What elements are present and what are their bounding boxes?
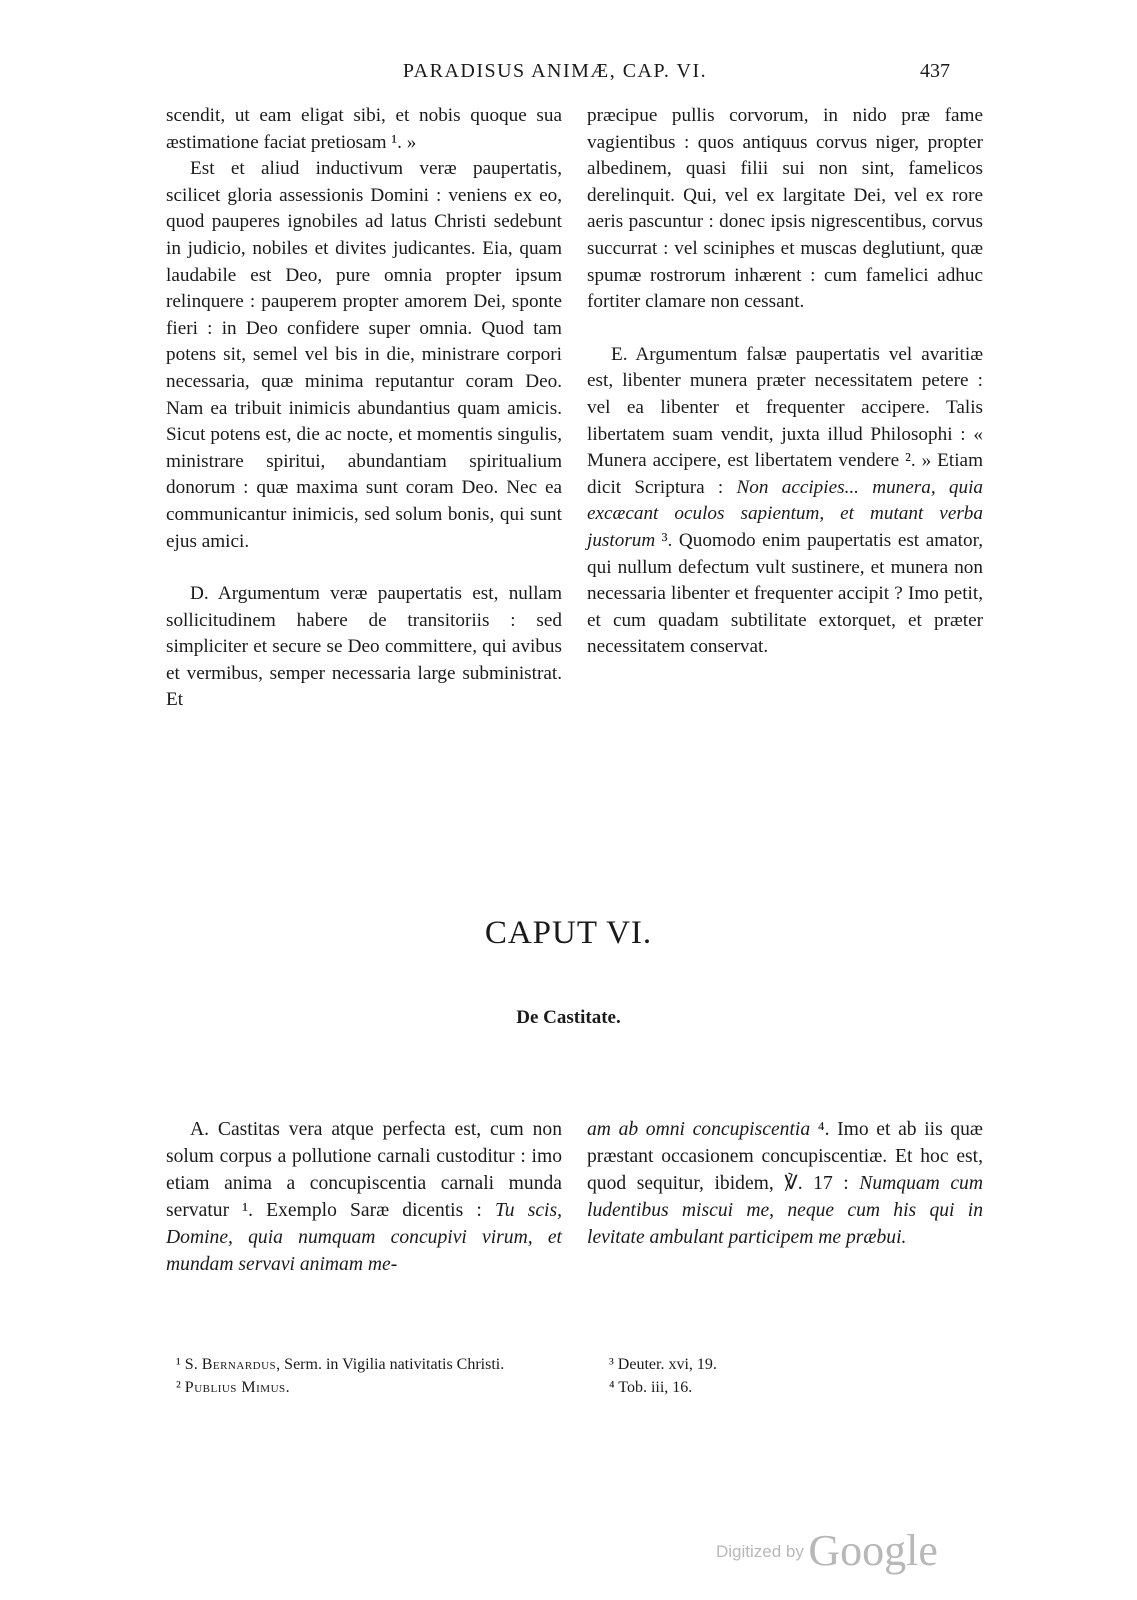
footnote-author: Bernardus (201, 1356, 277, 1373)
top-left-column (166, 103, 562, 714)
footnote-text: , Serm. in Vigilia nativitatis Christi. (276, 1356, 505, 1373)
sara-quote: Tu scis, Domine, quia numquam concupivi virum, et mundam servavi animam me- (166, 1200, 562, 1275)
sara-quote-end: am ab omni concupiscentia (587, 1119, 811, 1140)
footnote-text: . (285, 1379, 290, 1396)
footnotes-left (176, 1353, 562, 1399)
watermark-logo: Google (808, 1526, 938, 1575)
paragraph-a-continued (587, 1116, 983, 1251)
footnote-marker: ¹ S. (176, 1356, 202, 1373)
paragraph-a-cont-text: ⁴. Imo et ab iis quæ præstant occasionem concupiscentiæ. Et hoc est, quod sequitur, ibidem, ℣. 17 : (587, 1119, 983, 1194)
watermark-small: Digitized by (716, 1542, 804, 1561)
paragraph-e-text-end: ³. Quomodo enim paupertatis est amator, qui nullum defectum vult sustinere, et munera non necessaria libenter et frequenter accipit ? Imo petit, et cum quadam subtilitate extorquet, et præter necessitatem conservat. (587, 529, 983, 658)
footnote-4: ⁴ Tob. iii, 16. (609, 1379, 693, 1396)
footnote-2 (176, 1376, 562, 1399)
footnote-marker: ² (176, 1379, 185, 1396)
footnote-3: ³ Deuter. xvi, 19. (609, 1356, 717, 1373)
chapter-title: CAPUT VI. (484, 915, 653, 951)
bottom-right-column (587, 1116, 983, 1251)
footnote-author: Publius Mimus (184, 1379, 286, 1396)
paragraph-corvorum: præcipue pullis corvorum, in nido præ fame vagientibus : quos antiquus corvus niger, propter albedinem, quasi filii sui non sint, famelicos derelinquit. Qui, vel ex largitate Dei, vel ex rore aeris pascuntur : donec ipsis nigrescentibus, corvus succurrat : vel sciniphes et muscas deglutiunt, quæ spumæ rostrorum inhærent : cum famelici adhuc fortiter clamare non cessant. (587, 105, 983, 313)
paragraph-d: D. Argumentum veræ paupertatis est, nullam sollicitudinem habere de transitoriis : sed simpliciter et secure se Deo committere, qui avibus et vermibus, semper necessaria large subministrat. Et (166, 583, 562, 711)
running-head (160, 60, 950, 90)
bottom-left-column (166, 1116, 562, 1278)
running-title: PARADISUS ANIMÆ, CAP. VI. (402, 60, 708, 82)
top-right-column (587, 103, 983, 661)
tobit-quote: Numquam cum ludentibus miscui me, neque cum his qui in levitate ambulant participem me præbui. (587, 1173, 983, 1248)
google-watermark (716, 1525, 938, 1576)
paragraph-a-text: A. Castitas vera atque perfecta est, cum non solum corpus a pollutione carnali custoditur : imo etiam anima a concupiscentia carnali munda servatur ¹. Exemplo Saræ dicentis : (166, 1119, 562, 1221)
paragraph-a (166, 1116, 562, 1278)
paragraph-e (587, 342, 983, 661)
scripture-quote: Non accipies... munera, quia excæcant oculos sapientum, et mutant verba justorum (587, 476, 983, 551)
paragraph-continued: scendit, ut eam eligat sibi, et nobis quoque sua æstimatione faciat pretiosam ¹. » (166, 105, 562, 153)
paragraph-gloria: Est et aliud inductivum veræ paupertatis, scilicet gloria assessionis Domini : veniens ex eo, quod pauperes ignobiles ad latus Christi sedebunt in judicio, nobiles et divites judicantes. Eia, quam laudabile est Deo, pure omnia propter ipsum relinquere : pauperem propter amorem Dei, sponte fieri : in Deo confidere super omnia. Quod tam potens sit, semel vel bis in die, ministrare corpori necessaria, quæ minima reputantur coram Deo. Nam ea tribuit inimicis abundantius quam amicis. Sicut potens est, die ac nocte, et momentis singulis, ministrare spiritui, abundantiam spiritualium donorum : quæ maxima sunt coram Deo. Nec ea communicantur inimicis, sed solum bonis, qui sunt ejus amici. (166, 158, 562, 552)
paragraph-e-text: E. Argumentum falsæ paupertatis vel avaritiæ est, libenter munera præter necessitatem petere : vel ea libenter et frequenter accipere. Talis libertatem suam vendit, juxta illud Philosophi : « Munera accipere, est libertatem vendere ². » Etiam dicit Scriptura : (587, 343, 983, 498)
footnote-1 (176, 1353, 562, 1376)
chapter-subtitle: De Castitate. (516, 1007, 621, 1028)
page-number: 437 (920, 60, 950, 82)
footnotes-right (609, 1353, 909, 1399)
